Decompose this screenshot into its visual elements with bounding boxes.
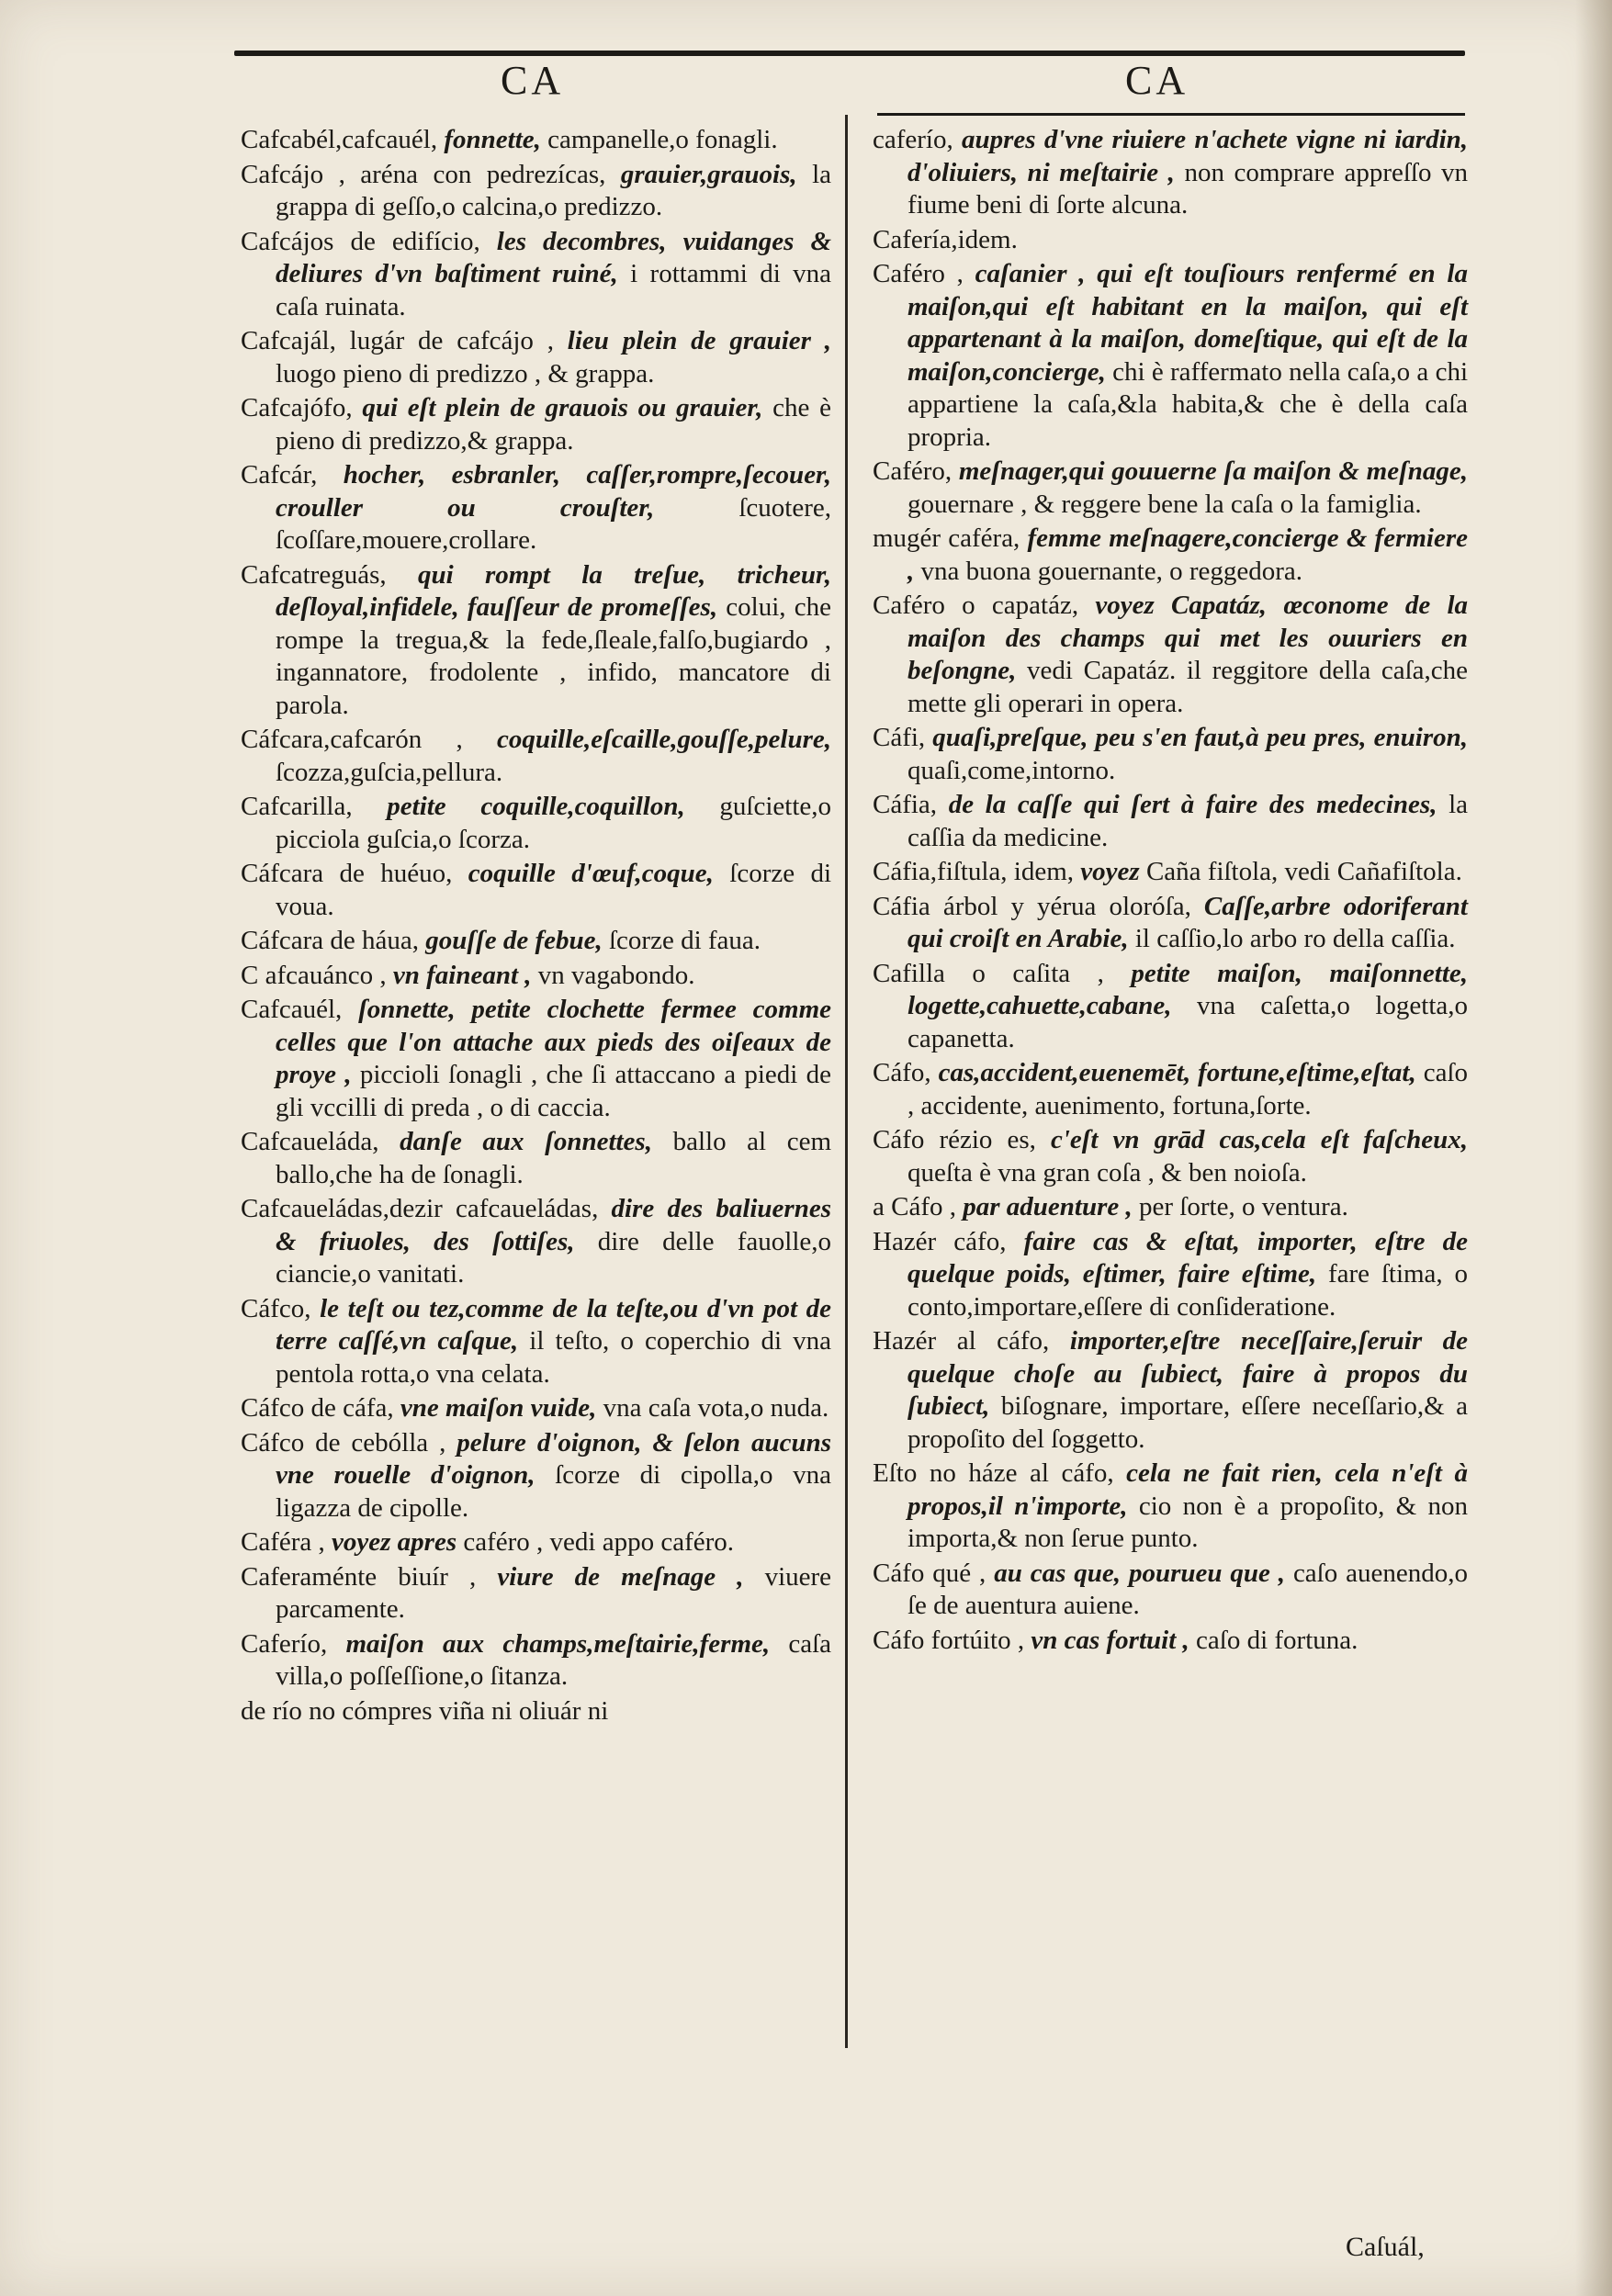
entry-italian: guſciette,o picciola guſcia,o ſcorza. xyxy=(276,792,831,854)
entry-italian: luogo pieno di predizzo , & grappa. xyxy=(276,358,655,388)
entry-italian: ſcorze di cipolla,o vna ligazza de cipolle. xyxy=(276,1460,831,1523)
dictionary-entry xyxy=(873,1124,1468,1191)
entry-french: quaſi,preſque, peu s'en faut,à peu pres, enuiron, xyxy=(932,723,1469,752)
entry-french: danſe aux ſonnettes, xyxy=(400,1127,652,1156)
entry-italian: la grappa di geſſo,o calcina,o predizzo. xyxy=(276,159,832,221)
dictionary-entry xyxy=(241,1427,831,1527)
dictionary-entry xyxy=(873,1325,1468,1458)
entry-headword: Cáfo fortúito , xyxy=(873,1625,1025,1655)
entry-italian: piccioli ſonagli , che ſi attaccano a piedi de gli vccilli di preda , o di caccia. xyxy=(276,1060,832,1122)
dictionary-entry xyxy=(241,1561,831,1628)
dictionary-entry xyxy=(241,124,831,159)
dictionary-entry xyxy=(873,1191,1468,1226)
entry-italian: il teſto, o coperchio di vna pentola rotta,o vna celata. xyxy=(276,1326,831,1389)
column-divider xyxy=(845,115,848,2048)
entry-headword: Cáfco de cebólla , xyxy=(241,1427,446,1458)
entry-headword: Cafcajófo, xyxy=(241,393,353,422)
entry-italian: ſcuotere, ſcoſſare,mouere,crollare. xyxy=(276,492,831,555)
dictionary-entry xyxy=(873,1458,1468,1558)
entry-french: par aduenture , xyxy=(963,1192,1133,1221)
entry-italian: chi è raffermato nella caſa,o a chi appartiene la caſa,&la habita,& che è della caſa propria. xyxy=(907,356,1469,452)
dictionary-entry xyxy=(873,1226,1468,1326)
entry-headword: Cáfo rézio es, xyxy=(873,1125,1036,1154)
entry-italian: queſta è vna gran coſa , & ben noioſa. xyxy=(907,1157,1307,1187)
entry-headword: Cafcatreguás, xyxy=(241,559,387,590)
entry-french: gouſſe de febue, xyxy=(425,926,603,955)
entry-headword: Caféra , xyxy=(241,1527,325,1557)
entry-headword: Cafcajál, lugár de cafcájo , xyxy=(241,326,554,355)
entry-french: meſnager,qui gouuerne ſa maiſon & meſnage, xyxy=(958,456,1469,486)
entry-headword: Cafilla o caſita , xyxy=(873,958,1104,988)
entry-french: ſonnette, petite clochette fermee comme celles que l'on attache aux pieds des oiſeaux de proye , xyxy=(276,995,832,1089)
dictionary-entry xyxy=(241,1193,831,1293)
entry-french: dire des baliuernes & friuoles, des ſottiſes, xyxy=(276,1194,832,1256)
entry-headword: mugér caféra, xyxy=(873,523,1020,553)
entry-headword: Cafcaueláda, xyxy=(241,1127,379,1156)
dictionary-entry xyxy=(873,590,1468,722)
entry-italian: vna buona gouernante, o reggedora. xyxy=(920,556,1303,586)
entry-headword: Cáfia,fiſtula, idem, xyxy=(873,857,1075,886)
entry-headword: Cafcájo , aréna con pedrezícas, xyxy=(241,159,606,189)
entry-italian: vna caſa vota,o nuda. xyxy=(603,1393,829,1423)
entry-french: fonnette, xyxy=(444,125,541,154)
entry-italian: ſcozza,guſcia,pellura. xyxy=(276,757,503,787)
entry-headword: Cafcár, xyxy=(241,460,318,490)
dictionary-entry xyxy=(241,392,831,459)
entry-headword: Cáfo qué , xyxy=(873,1558,986,1588)
dictionary-entry xyxy=(241,1293,831,1393)
entry-french: qui rompt la treſue, tricheur, deſloyal,infidele, fauſſeur de promeſſes, xyxy=(276,559,831,622)
entry-headword: a Cáfo , xyxy=(873,1192,956,1221)
entry-italian: vna caſetta,o logetta,o capanetta. xyxy=(907,991,1469,1053)
entry-french: vn cas fortuit , xyxy=(1031,1625,1189,1655)
dictionary-entry xyxy=(873,891,1468,958)
entry-italian: i rottammi di vna caſa ruinata. xyxy=(276,259,831,321)
dictionary-entry xyxy=(241,960,831,995)
entry-italian: caſa villa,o poſſeſſione,o ſitanza. xyxy=(276,1628,832,1691)
entry-italian: fare ſtima, o conto,importare,eſſere di conſideratione. xyxy=(907,1259,1468,1322)
left-column xyxy=(241,124,831,1729)
dictionary-entry xyxy=(873,124,1468,224)
entry-french: maiſon aux champs,meſtairie,ferme, xyxy=(345,1628,771,1659)
entry-french: faire cas & eſtat, importer, eſtre de quelque poids, eſtimer, faire eſtime, xyxy=(907,1226,1469,1289)
entry-headword: Caféro, xyxy=(873,456,953,486)
dictionary-entry xyxy=(241,858,831,925)
entry-headword: Cáfco de cáfa, xyxy=(241,1393,394,1423)
page-edge-shadow xyxy=(1575,0,1612,2296)
entry-headword: Eſto no háze al cáfo, xyxy=(873,1458,1114,1488)
entry-french: Caſſe,arbre odoriferant qui croiſt en Arabie, xyxy=(907,891,1468,953)
entry-italian: colui, che rompe la tregua,& la fede,ſleale,falſo,bugiardo , ingannatore, frodolente , infido, mancatore di parola. xyxy=(276,592,831,720)
entry-french: de la caſſe qui ſert à faire des medecines, xyxy=(948,790,1437,819)
dictionary-entry xyxy=(241,559,831,725)
entry-french: petite maiſon, maiſonnette, logette,cahuette,cabane, xyxy=(907,958,1469,1020)
entry-headword: Cáfco, xyxy=(241,1293,311,1323)
dictionary-entry xyxy=(873,523,1468,590)
entry-italian: ſcorze di faua. xyxy=(608,926,761,955)
entry-headword: Cáfia, xyxy=(873,790,938,819)
entry-italian: caſo auenendo,o ſe de auentura auiene. xyxy=(907,1558,1469,1620)
entry-italian: ballo al cem ballo,che ha de ſonagli. xyxy=(276,1127,832,1189)
entry-french: viure de meſnage , xyxy=(497,1561,744,1592)
entry-italian: caſo di fortuna. xyxy=(1196,1625,1358,1655)
entry-french: au cas que, pourueu que , xyxy=(994,1558,1286,1588)
entry-headword: Caferaménte biuír , xyxy=(241,1561,477,1592)
dictionary-entry xyxy=(241,325,831,392)
entry-french: vn faineant , xyxy=(392,960,532,990)
entry-french: grauier,grauois, xyxy=(620,159,797,189)
entry-headword: Caferío, xyxy=(241,1628,328,1659)
entry-french: cas,accident,euenemēt, fortune,eſtime,eſtat, xyxy=(938,1058,1416,1087)
entry-headword: Caféro , xyxy=(873,259,964,288)
entry-french: les decombres, vuidanges & deliures d'vn baſtiment ruiné, xyxy=(276,226,832,288)
dictionary-entry xyxy=(241,1126,831,1193)
entry-italian: il caſſio,lo arbo ro della caſſia. xyxy=(1134,924,1456,953)
entry-french: voyez apres xyxy=(332,1527,457,1557)
dictionary-entry xyxy=(873,224,1468,259)
entry-italian: quaſi,come,intorno. xyxy=(907,755,1116,785)
dictionary-entry xyxy=(241,925,831,960)
entry-headword: Hazér al cáfo, xyxy=(873,1326,1050,1356)
entry-italian: viuere parcamente. xyxy=(276,1561,832,1624)
dictionary-entry xyxy=(873,789,1468,856)
entry-italian: ſcorze di voua. xyxy=(276,859,832,921)
entry-italian: caſo , accidente, auenimento, fortuna,ſorte. xyxy=(907,1058,1469,1120)
catchword: Caſuál, xyxy=(1346,2232,1425,2262)
entry-italian: vn vagabondo. xyxy=(537,960,695,990)
entry-italian: che è pieno di predizzo,& grappa. xyxy=(276,393,832,456)
entry-italian: biſognare, importare, eſſere neceſſario,& a propoſito del ſoggetto. xyxy=(907,1391,1469,1454)
entry-headword: Hazér cáfo, xyxy=(873,1226,1007,1256)
dictionary-entry xyxy=(873,456,1468,523)
dictionary-entry xyxy=(873,856,1468,891)
entry-italian: campanelle,o fonagli. xyxy=(547,125,778,154)
entry-italian: gouernare , & reggere bene la caſa o la famiglia. xyxy=(907,489,1422,519)
right-column xyxy=(873,124,1468,1659)
entry-french: cela ne fait rien, cela n'eſt à propos,il n'importe, xyxy=(907,1458,1468,1521)
entry-headword: Cafcájos de edifício, xyxy=(241,226,480,256)
entry-french: coquille d'œuf,coque, xyxy=(468,859,714,888)
entry-headword: Cáfcara de háua, xyxy=(241,926,420,955)
entry-headword: Cafcaueládas,dezir cafcaueládas, xyxy=(241,1194,599,1223)
entry-french: voyez xyxy=(1080,857,1140,886)
running-head-right: CA xyxy=(1125,58,1189,103)
entry-italian: Caña fiſtola, vedi Cañafiſtola. xyxy=(1145,857,1462,886)
dictionary-entry xyxy=(241,994,831,1126)
dictionary-entry xyxy=(241,724,831,791)
entry-headword: Caféro o capatáz, xyxy=(873,591,1079,620)
dictionary-entry xyxy=(241,1392,831,1427)
dictionary-entry xyxy=(241,1628,831,1695)
dictionary-entry xyxy=(873,258,1468,456)
entry-french: le teſt ou tez,comme de la teſte,ou d'vn pot de terre caſſé,vn caſque, xyxy=(276,1293,831,1356)
entry-french: lieu plein de grauier , xyxy=(567,326,831,355)
entry-italian: vedi Capatáz. il reggitore della caſa,che mette gli operari in opera. xyxy=(907,656,1469,718)
entry-french: aupres d'vne riuiere n'achete vigne ni iardin, d'oliuiers, ni meſtairie , xyxy=(907,125,1469,187)
entry-french: coquille,eſcaille,gouſſe,pelure, xyxy=(496,725,831,754)
entry-italian: cio non è a propoſito, & non importa,& non ſerue punto. xyxy=(907,1491,1468,1553)
dictionary-entry xyxy=(241,226,831,326)
dictionary-entry xyxy=(241,1695,831,1730)
entry-french: caſanier , qui eſt touſiours renfermé en la maiſon,qui eſt habitant en la maiſon, qui eſt appartenant à la maiſon, domeſtique, qui eſt de la maiſon,concierge, xyxy=(907,259,1468,387)
entry-headword: C afcauánco , xyxy=(241,960,387,990)
head-rule xyxy=(877,113,1465,116)
entry-headword: Cáfi, xyxy=(873,723,926,752)
entry-french: voyez Capatáz, œconome de la maiſon des champs qui met les ouuriers en beſongne, xyxy=(907,591,1468,685)
entry-headword: Cafería,idem. xyxy=(873,224,1018,254)
entry-italian: per ſorte, o ventura. xyxy=(1139,1192,1348,1221)
entry-french: pelure d'oignon, & ſelon aucuns vne rouelle d'oignon, xyxy=(276,1427,831,1490)
entry-headword: Cafcarilla, xyxy=(241,792,353,821)
entry-italian: caféro , vedi appo caféro. xyxy=(463,1527,735,1557)
entry-french: femme meſnagere,concierge & fermiere , xyxy=(907,523,1469,586)
entry-headword: Cáfcara,cafcarón , xyxy=(241,725,463,754)
entry-italian: de río no cómpres viña ni oliuár ni xyxy=(241,1695,609,1726)
dictionary-entry xyxy=(241,459,831,559)
entry-french: importer,eſtre neceſſaire,ſeruir de quelque choſe au ſubiect, faire à propos du ſubiect, xyxy=(907,1326,1469,1421)
entry-italian: la caſſia da medicine. xyxy=(907,790,1469,852)
dictionary-entry xyxy=(241,791,831,858)
entry-french: hocher, esbranler, caſſer,rompre,ſecouer, crouller ou crouſter, xyxy=(276,460,831,523)
top-rule xyxy=(234,51,1465,56)
entry-italian: non comprare appreſſo vn fiume beni di ſorte alcuna. xyxy=(907,157,1468,219)
entry-french: c'eſt vn grād cas,cela eſt faſcheux, xyxy=(1050,1125,1468,1154)
dictionary-entry xyxy=(873,1625,1468,1660)
dictionary-entry xyxy=(873,1057,1468,1124)
dictionary-entry xyxy=(241,159,831,226)
entry-headword: Cáfo, xyxy=(873,1058,931,1087)
dictionary-entry xyxy=(873,722,1468,789)
entry-headword: Cafcabél,cafcauél, xyxy=(241,125,438,154)
entry-headword: Cafcauél, xyxy=(241,995,343,1024)
dictionary-entry xyxy=(873,1558,1468,1625)
running-head-left: CA xyxy=(501,58,565,103)
dictionary-entry xyxy=(241,1526,831,1561)
entry-headword: Cáfcara de huéuo, xyxy=(241,859,453,888)
entry-french: petite coquille,coquillon, xyxy=(387,792,685,821)
entry-french: vne maiſon vuide, xyxy=(400,1393,597,1423)
entry-italian: dire delle fauolle,o ciancie,o vanitati. xyxy=(276,1226,831,1289)
dictionary-entry xyxy=(873,958,1468,1058)
entry-french: qui eſt plein de grauois ou grauier, xyxy=(362,393,763,422)
entry-headword: caferío, xyxy=(873,125,953,154)
entry-headword: Cáfia árbol y yérua oloróſa, xyxy=(873,891,1191,921)
